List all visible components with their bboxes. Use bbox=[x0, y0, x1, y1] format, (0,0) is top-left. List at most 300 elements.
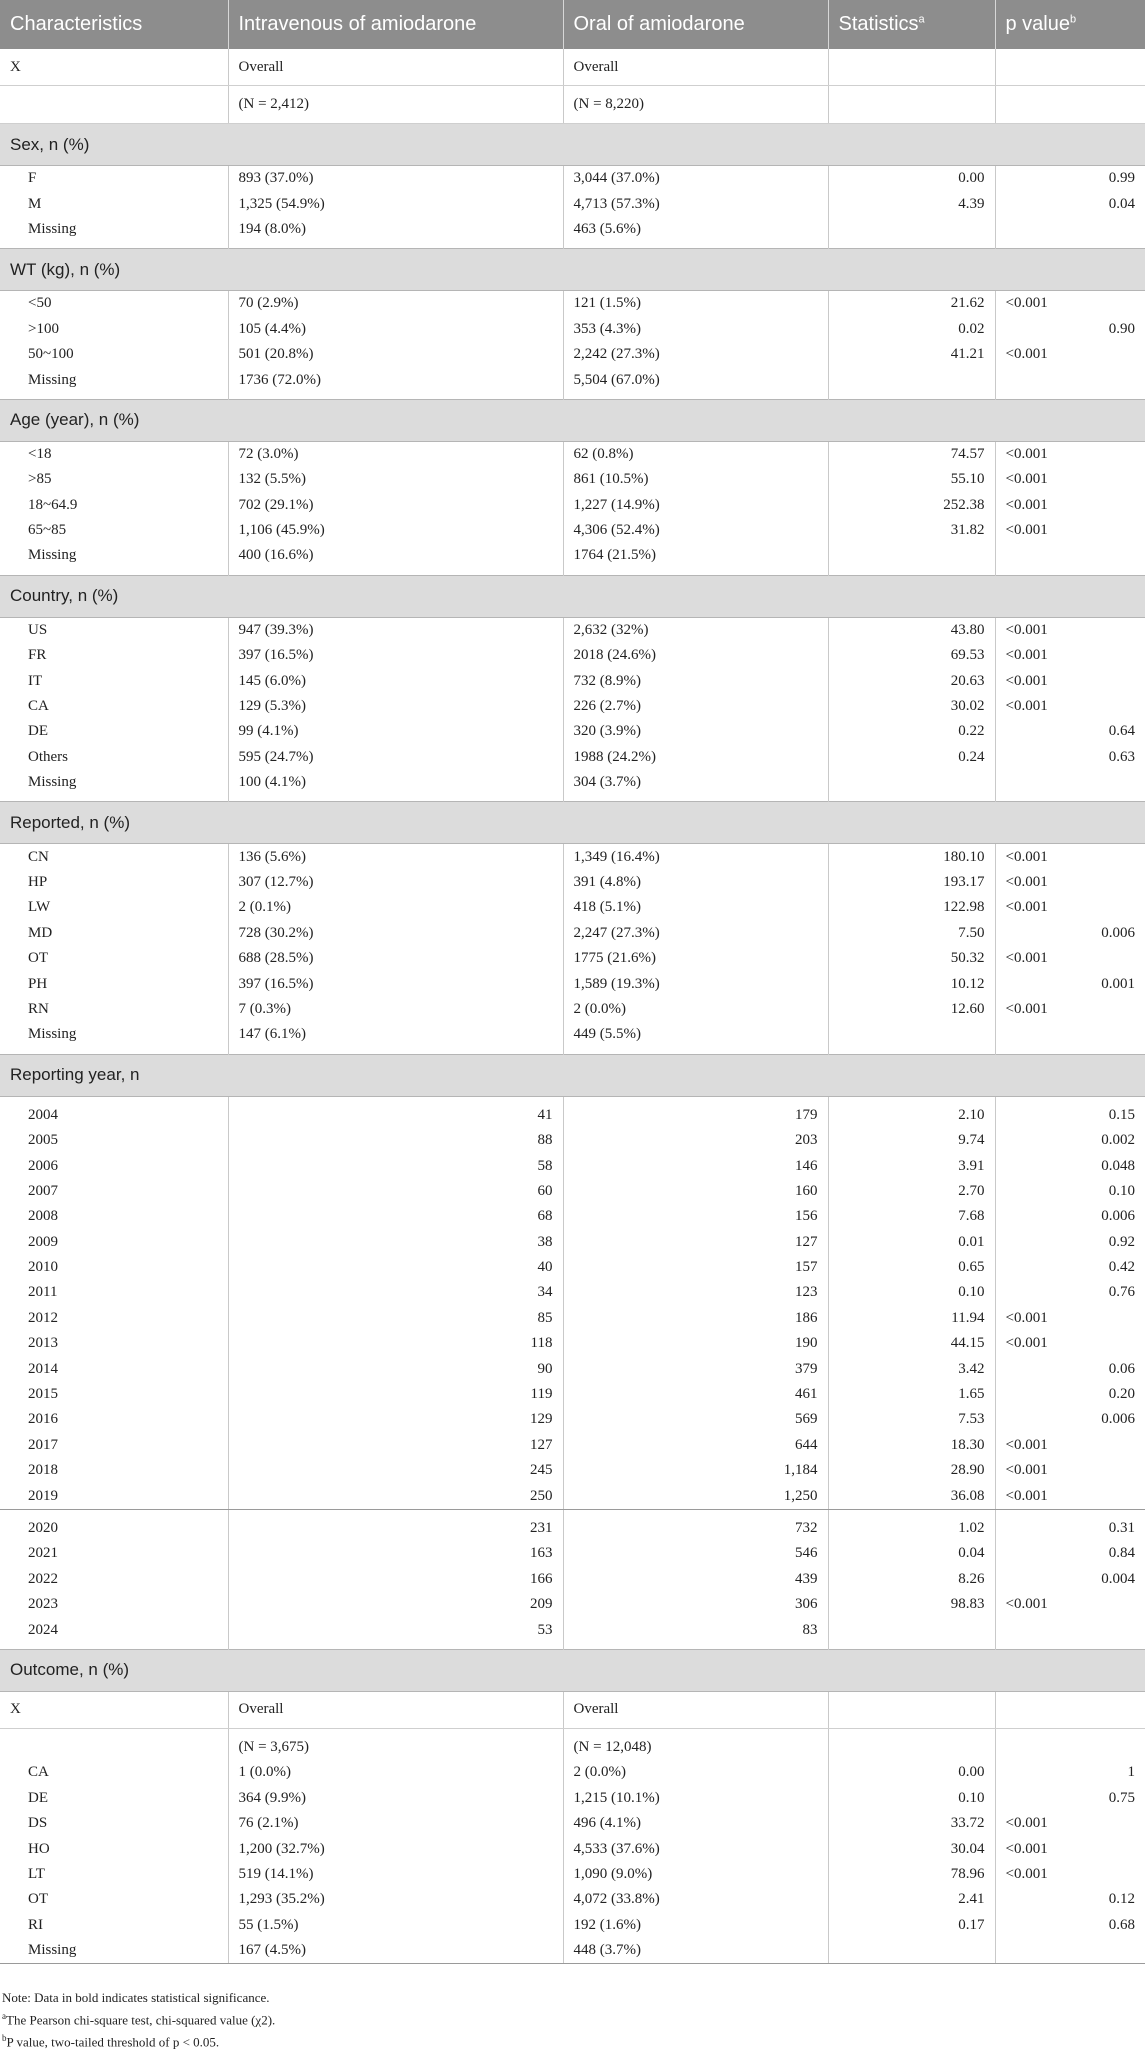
statistic-value: 7.68 bbox=[828, 1204, 995, 1229]
p-value: 0.99 bbox=[1108, 170, 1135, 187]
table-row bbox=[0, 1836, 1145, 1861]
iv-value: 166 bbox=[228, 1567, 563, 1592]
table-row bbox=[0, 543, 1145, 568]
p-value: 0.06 bbox=[1108, 1360, 1135, 1377]
table-row bbox=[0, 1483, 1145, 1509]
p-value: 0.15 bbox=[1108, 1106, 1135, 1123]
iv-value: 118 bbox=[228, 1331, 563, 1356]
p-value: <0.001 bbox=[1005, 295, 1048, 312]
header-p-value: p value$^b$ bbox=[995, 0, 1145, 49]
iv-value: 209 bbox=[228, 1592, 563, 1617]
row-label: Missing bbox=[0, 367, 228, 392]
iv-value: 1,325 (54.9%) bbox=[228, 191, 563, 216]
table-row bbox=[0, 1280, 1145, 1305]
row-label: 18~64.9 bbox=[0, 493, 228, 518]
table-row bbox=[0, 1022, 1145, 1047]
p-value: 0.006 bbox=[1101, 1208, 1135, 1225]
oral-value: 861 (10.5%) bbox=[563, 467, 828, 492]
iv-value: 194 (8.0%) bbox=[228, 217, 563, 242]
iv-value: 40 bbox=[228, 1255, 563, 1280]
oral-value: 391 (4.8%) bbox=[563, 870, 828, 895]
oral-value: 1775 (21.6%) bbox=[563, 946, 828, 971]
iv-value: 1,293 (35.2%) bbox=[228, 1887, 563, 1912]
iv-value: 1,106 (45.9%) bbox=[228, 518, 563, 543]
row-label: 2010 bbox=[0, 1255, 228, 1280]
statistic-value bbox=[828, 367, 995, 392]
table-row bbox=[0, 694, 1145, 719]
oral-value: 4,533 (37.6%) bbox=[563, 1836, 828, 1861]
statistic-value: 3.42 bbox=[828, 1356, 995, 1381]
statistic-value: 30.02 bbox=[828, 694, 995, 719]
header-oral: Oral of amiodarone bbox=[563, 0, 828, 49]
row-label: 2024 bbox=[0, 1617, 228, 1642]
table-row bbox=[0, 191, 1145, 216]
iv-overall-label: Overall bbox=[228, 1691, 563, 1728]
row-label: HO bbox=[0, 1836, 228, 1861]
iv-value: 99 (4.1%) bbox=[228, 719, 563, 744]
statistic-value: 180.10 bbox=[828, 844, 995, 870]
outcome-n-row bbox=[0, 1728, 1145, 1760]
oral-value: 418 (5.1%) bbox=[563, 895, 828, 920]
iv-value: 397 (16.5%) bbox=[228, 643, 563, 668]
iv-value: 53 bbox=[228, 1617, 563, 1642]
oral-value: 320 (3.9%) bbox=[563, 719, 828, 744]
statistic-value: 12.60 bbox=[828, 997, 995, 1022]
table-row bbox=[0, 1306, 1145, 1331]
p-value: <0.001 bbox=[1005, 647, 1048, 664]
row-label: CA bbox=[0, 694, 228, 719]
table-row bbox=[0, 1516, 1145, 1541]
p-value: 0.42 bbox=[1108, 1259, 1135, 1276]
row-label: DE bbox=[0, 1786, 228, 1811]
iv-value: 1736 (72.0%) bbox=[228, 367, 563, 392]
section-title: Reporting year, n bbox=[0, 1054, 1145, 1096]
iv-value: 364 (9.9%) bbox=[228, 1786, 563, 1811]
iv-value: 7 (0.3%) bbox=[228, 997, 563, 1022]
oral-value: 123 bbox=[563, 1280, 828, 1305]
row-label: MD bbox=[0, 921, 228, 946]
row-label: 2017 bbox=[0, 1433, 228, 1458]
p-value bbox=[995, 1617, 1145, 1642]
row-label: 2005 bbox=[0, 1128, 228, 1153]
iv-value: 129 (5.3%) bbox=[228, 694, 563, 719]
oral-value: 1,227 (14.9%) bbox=[563, 493, 828, 518]
statistic-value: 4.39 bbox=[828, 191, 995, 216]
p-value: <0.001 bbox=[1005, 1815, 1048, 1832]
row-label: 2023 bbox=[0, 1592, 228, 1617]
row-label: F bbox=[0, 166, 228, 192]
row-label: DS bbox=[0, 1811, 228, 1836]
oral-value: 156 bbox=[563, 1204, 828, 1229]
row-label: 2015 bbox=[0, 1382, 228, 1407]
outcome-overall-row bbox=[0, 1691, 1145, 1728]
row-label: >100 bbox=[0, 317, 228, 342]
n-row bbox=[0, 86, 1145, 124]
row-label: 2013 bbox=[0, 1331, 228, 1356]
p-value: 0.048 bbox=[1101, 1157, 1135, 1174]
table-row bbox=[0, 166, 1145, 192]
row-label: LW bbox=[0, 895, 228, 920]
iv-value: 34 bbox=[228, 1280, 563, 1305]
p-value: <0.001 bbox=[1005, 1436, 1048, 1453]
statistic-value: 36.08 bbox=[828, 1483, 995, 1509]
table-row bbox=[0, 668, 1145, 693]
p-value: <0.001 bbox=[1005, 698, 1048, 715]
table-row bbox=[0, 770, 1145, 795]
iv-value: 119 bbox=[228, 1382, 563, 1407]
table-row bbox=[0, 1760, 1145, 1785]
x-label: X bbox=[0, 1691, 228, 1728]
statistic-value bbox=[828, 770, 995, 795]
oral-value: 439 bbox=[563, 1567, 828, 1592]
row-label: 2021 bbox=[0, 1541, 228, 1566]
section-title: Country, n (%) bbox=[0, 575, 1145, 617]
table-row bbox=[0, 971, 1145, 996]
table-notes bbox=[2, 1988, 275, 2052]
table-row bbox=[0, 1356, 1145, 1381]
iv-value: 90 bbox=[228, 1356, 563, 1381]
p-value: 0.20 bbox=[1108, 1386, 1135, 1403]
table-row bbox=[0, 1567, 1145, 1592]
statistic-value: 10.12 bbox=[828, 971, 995, 996]
statistic-value bbox=[828, 1617, 995, 1642]
statistic-value: 11.94 bbox=[828, 1306, 995, 1331]
row-label: 2016 bbox=[0, 1407, 228, 1432]
p-value: 0.90 bbox=[1108, 320, 1135, 337]
statistic-value: 1.65 bbox=[828, 1382, 995, 1407]
oral-value: 569 bbox=[563, 1407, 828, 1432]
p-value: 0.04 bbox=[1108, 195, 1135, 212]
row-label: 2019 bbox=[0, 1483, 228, 1509]
overall-row bbox=[0, 49, 1145, 86]
oral-value: 2 (0.0%) bbox=[563, 997, 828, 1022]
header-intravenous: Intravenous of amiodarone bbox=[228, 0, 563, 49]
row-label: 2011 bbox=[0, 1280, 228, 1305]
statistic-value: 8.26 bbox=[828, 1567, 995, 1592]
p-value: 0.75 bbox=[1108, 1789, 1135, 1806]
header-row bbox=[0, 0, 1145, 49]
iv-n-label: (N = 3,675) bbox=[228, 1728, 563, 1760]
iv-value: 85 bbox=[228, 1306, 563, 1331]
table-row bbox=[0, 1204, 1145, 1229]
iv-value: 88 bbox=[228, 1128, 563, 1153]
p-value: 0.10 bbox=[1108, 1182, 1135, 1199]
iv-value: 702 (29.1%) bbox=[228, 493, 563, 518]
row-label: 2007 bbox=[0, 1179, 228, 1204]
statistic-value: 252.38 bbox=[828, 493, 995, 518]
oral-value: 226 (2.7%) bbox=[563, 694, 828, 719]
table-row bbox=[0, 1811, 1145, 1836]
statistic-value: 20.63 bbox=[828, 668, 995, 693]
x-label: X bbox=[0, 49, 228, 86]
oral-value: 1,090 (9.0%) bbox=[563, 1862, 828, 1887]
p-value: <0.001 bbox=[995, 1483, 1145, 1509]
row-label: IT bbox=[0, 668, 228, 693]
statistic-value: 69.53 bbox=[828, 643, 995, 668]
iv-value: 127 bbox=[228, 1433, 563, 1458]
table-row bbox=[0, 1103, 1145, 1128]
p-value: <0.001 bbox=[1005, 1309, 1048, 1326]
table-row bbox=[0, 1592, 1145, 1617]
p-value: <0.001 bbox=[1005, 445, 1048, 462]
header-characteristics: Characteristics bbox=[0, 0, 228, 49]
oral-value: 644 bbox=[563, 1433, 828, 1458]
p-value: <0.001 bbox=[1005, 1335, 1048, 1352]
oral-value: 192 (1.6%) bbox=[563, 1912, 828, 1937]
iv-value: 72 (3.0%) bbox=[228, 441, 563, 467]
row-label: US bbox=[0, 617, 228, 643]
table-row bbox=[0, 643, 1145, 668]
oral-value: 2,632 (32%) bbox=[563, 617, 828, 643]
oral-value: 121 (1.5%) bbox=[563, 291, 828, 317]
row-label: Missing bbox=[0, 1938, 228, 1964]
footnote-a: $^a$The Pearson chi-square test, chi-squared value (χ2). bbox=[2, 2011, 276, 2028]
table-row bbox=[0, 870, 1145, 895]
statistic-value: 74.57 bbox=[828, 441, 995, 467]
oral-value: 1,589 (19.3%) bbox=[563, 971, 828, 996]
oral-overall-label: Overall bbox=[563, 49, 828, 86]
statistic-value: 33.72 bbox=[828, 1811, 995, 1836]
p-value: <0.001 bbox=[1005, 471, 1048, 488]
row-label: 2004 bbox=[0, 1103, 228, 1128]
statistic-value: 44.15 bbox=[828, 1331, 995, 1356]
section-header bbox=[0, 249, 1145, 291]
row-label: OT bbox=[0, 946, 228, 971]
table-row bbox=[0, 317, 1145, 342]
row-label: RI bbox=[0, 1912, 228, 1937]
row-label: Missing bbox=[0, 543, 228, 568]
iv-value: 129 bbox=[228, 1407, 563, 1432]
row-label: 2018 bbox=[0, 1458, 228, 1483]
iv-value: 397 (16.5%) bbox=[228, 971, 563, 996]
iv-value: 38 bbox=[228, 1230, 563, 1255]
section-title: Sex, n (%) bbox=[0, 124, 1145, 166]
row-label: 2022 bbox=[0, 1567, 228, 1592]
p-value: 0.68 bbox=[1108, 1916, 1135, 1933]
row-label: >85 bbox=[0, 467, 228, 492]
iv-n-label: (N = 2,412) bbox=[228, 86, 563, 124]
oral-overall-label: Overall bbox=[563, 1691, 828, 1728]
iv-value: 595 (24.7%) bbox=[228, 745, 563, 770]
table-row bbox=[0, 467, 1145, 492]
oral-value: 203 bbox=[563, 1128, 828, 1153]
table-row bbox=[0, 1617, 1145, 1642]
p-value: 0.004 bbox=[1101, 1570, 1135, 1587]
statistic-value: 0.02 bbox=[828, 317, 995, 342]
statistic-value bbox=[828, 543, 995, 568]
p-value: 0.12 bbox=[1108, 1891, 1135, 1908]
statistic-value: 41.21 bbox=[828, 342, 995, 367]
row-label: <18 bbox=[0, 441, 228, 467]
p-value: 0.002 bbox=[1101, 1132, 1135, 1149]
iv-overall-label: Overall bbox=[228, 49, 563, 86]
statistic-value: 3.91 bbox=[828, 1153, 995, 1178]
row-label: PH bbox=[0, 971, 228, 996]
row-label: FR bbox=[0, 643, 228, 668]
statistic-value: 31.82 bbox=[828, 518, 995, 543]
table-row bbox=[0, 1179, 1145, 1204]
table-row bbox=[0, 1862, 1145, 1887]
iv-value: 231 bbox=[228, 1516, 563, 1541]
oral-value: 2018 (24.6%) bbox=[563, 643, 828, 668]
oral-value: 4,713 (57.3%) bbox=[563, 191, 828, 216]
p-value: 1 bbox=[1127, 1764, 1135, 1781]
p-value: 0.31 bbox=[1108, 1519, 1135, 1536]
table-row bbox=[0, 921, 1145, 946]
oral-value: 732 bbox=[563, 1516, 828, 1541]
statistic-value: 30.04 bbox=[828, 1836, 995, 1861]
oral-value: 186 bbox=[563, 1306, 828, 1331]
row-label: 2020 bbox=[0, 1516, 228, 1541]
oral-value: 732 (8.9%) bbox=[563, 668, 828, 693]
statistic-value: 0.22 bbox=[828, 719, 995, 744]
row-label: Missing bbox=[0, 770, 228, 795]
p-value: <0.001 bbox=[1005, 346, 1048, 363]
statistic-value bbox=[828, 1022, 995, 1047]
statistic-value: 21.62 bbox=[828, 291, 995, 317]
oral-value: 127 bbox=[563, 1230, 828, 1255]
table-row bbox=[0, 518, 1145, 543]
row-label: Missing bbox=[0, 217, 228, 242]
iv-value: 1,200 (32.7%) bbox=[228, 1836, 563, 1861]
oral-value: 496 (4.1%) bbox=[563, 1811, 828, 1836]
statistic-value: 0.10 bbox=[828, 1280, 995, 1305]
oral-value: 2 (0.0%) bbox=[563, 1760, 828, 1785]
p-value: <0.001 bbox=[1005, 874, 1048, 890]
statistic-value: 122.98 bbox=[828, 895, 995, 920]
iv-value: 728 (30.2%) bbox=[228, 921, 563, 946]
p-value: <0.001 bbox=[1005, 1840, 1048, 1857]
p-value: <0.001 bbox=[1005, 621, 1048, 638]
table-row bbox=[0, 1128, 1145, 1153]
section-title: Outcome, n (%) bbox=[0, 1649, 1145, 1691]
oral-value: 449 (5.5%) bbox=[563, 1022, 828, 1047]
p-value bbox=[995, 1938, 1145, 1964]
iv-value: 167 (4.5%) bbox=[228, 1938, 563, 1964]
statistic-value: 9.74 bbox=[828, 1128, 995, 1153]
statistic-value: 7.53 bbox=[828, 1407, 995, 1432]
oral-value: 5,504 (67.0%) bbox=[563, 367, 828, 392]
row-label: 2008 bbox=[0, 1204, 228, 1229]
p-value: 0.006 bbox=[1101, 1411, 1135, 1428]
oral-value: 379 bbox=[563, 1356, 828, 1381]
statistic-value: 0.01 bbox=[828, 1230, 995, 1255]
statistic-value: 0.04 bbox=[828, 1541, 995, 1566]
row-label: CN bbox=[0, 844, 228, 870]
table-row bbox=[0, 617, 1145, 643]
section-header bbox=[0, 1649, 1145, 1691]
oral-value: 1,250 bbox=[563, 1483, 828, 1509]
statistic-value: 98.83 bbox=[828, 1592, 995, 1617]
table-row bbox=[0, 1407, 1145, 1432]
table-row bbox=[0, 946, 1145, 971]
header-statistics: Statistics$^a$ bbox=[828, 0, 995, 49]
statistic-value: 2.41 bbox=[828, 1887, 995, 1912]
iv-value: 100 (4.1%) bbox=[228, 770, 563, 795]
oral-value: 3,044 (37.0%) bbox=[563, 166, 828, 192]
oral-value: 179 bbox=[563, 1103, 828, 1128]
statistic-value: 2.10 bbox=[828, 1103, 995, 1128]
oral-value: 1988 (24.2%) bbox=[563, 745, 828, 770]
iv-value: 68 bbox=[228, 1204, 563, 1229]
table-row bbox=[0, 844, 1145, 870]
iv-value: 136 (5.6%) bbox=[228, 844, 563, 870]
table-row bbox=[0, 1153, 1145, 1178]
table-row bbox=[0, 1230, 1145, 1255]
oral-value: 463 (5.6%) bbox=[563, 217, 828, 242]
p-value: 0.92 bbox=[1108, 1233, 1135, 1250]
statistic-value: 0.00 bbox=[828, 1760, 995, 1785]
p-value: <0.001 bbox=[1005, 1462, 1048, 1479]
iv-value: 400 (16.6%) bbox=[228, 543, 563, 568]
section-title: Age (year), n (%) bbox=[0, 399, 1145, 441]
statistic-value: 43.80 bbox=[828, 617, 995, 643]
iv-value: 105 (4.4%) bbox=[228, 317, 563, 342]
table-row bbox=[0, 895, 1145, 920]
section-title: WT (kg), n (%) bbox=[0, 249, 1145, 291]
p-value: 0.64 bbox=[1108, 723, 1135, 740]
statistic-value: 28.90 bbox=[828, 1458, 995, 1483]
table-row bbox=[0, 1458, 1145, 1483]
statistic-value: 78.96 bbox=[828, 1862, 995, 1887]
table-row bbox=[0, 997, 1145, 1022]
p-value bbox=[995, 217, 1145, 242]
row-label: Others bbox=[0, 745, 228, 770]
p-value: 0.84 bbox=[1108, 1545, 1135, 1562]
p-value: <0.001 bbox=[1005, 848, 1048, 865]
section-title: Reported, n (%) bbox=[0, 802, 1145, 844]
p-value bbox=[995, 543, 1145, 568]
oral-n-label: (N = 12,048) bbox=[563, 1728, 828, 1760]
iv-value: 145 (6.0%) bbox=[228, 668, 563, 693]
row-label: CA bbox=[0, 1760, 228, 1785]
p-value: <0.001 bbox=[1005, 1000, 1048, 1017]
note-bold: Note: Data in bold indicates statistical significance. bbox=[2, 1990, 270, 2005]
table-row bbox=[0, 1912, 1145, 1937]
iv-value: 688 (28.5%) bbox=[228, 946, 563, 971]
oral-value: 546 bbox=[563, 1541, 828, 1566]
table-row bbox=[0, 1541, 1145, 1566]
p-value: 0.63 bbox=[1108, 748, 1135, 765]
statistic-value: 1.02 bbox=[828, 1516, 995, 1541]
row-label: 2006 bbox=[0, 1153, 228, 1178]
statistic-value: 0.24 bbox=[828, 745, 995, 770]
row-label: RN bbox=[0, 997, 228, 1022]
section-header bbox=[0, 575, 1145, 617]
row-label: 2012 bbox=[0, 1306, 228, 1331]
table-row bbox=[0, 441, 1145, 467]
row-label: LT bbox=[0, 1862, 228, 1887]
statistic-value: 7.50 bbox=[828, 921, 995, 946]
statistic-value: 193.17 bbox=[828, 870, 995, 895]
oral-value: 4,072 (33.8%) bbox=[563, 1887, 828, 1912]
row-label: M bbox=[0, 191, 228, 216]
oral-value: 1,184 bbox=[563, 1458, 828, 1483]
p-value: <0.001 bbox=[1005, 1596, 1048, 1613]
p-value: <0.001 bbox=[1005, 899, 1048, 916]
oral-value: 146 bbox=[563, 1153, 828, 1178]
table-row bbox=[0, 1382, 1145, 1407]
oral-value: 1,215 (10.1%) bbox=[563, 1786, 828, 1811]
p-value: <0.001 bbox=[1005, 1865, 1048, 1882]
row-label: DE bbox=[0, 719, 228, 744]
row-label: HP bbox=[0, 870, 228, 895]
statistic-value: 18.30 bbox=[828, 1433, 995, 1458]
iv-value: 501 (20.8%) bbox=[228, 342, 563, 367]
iv-value: 519 (14.1%) bbox=[228, 1862, 563, 1887]
table-row bbox=[0, 1255, 1145, 1280]
iv-value: 76 (2.1%) bbox=[228, 1811, 563, 1836]
